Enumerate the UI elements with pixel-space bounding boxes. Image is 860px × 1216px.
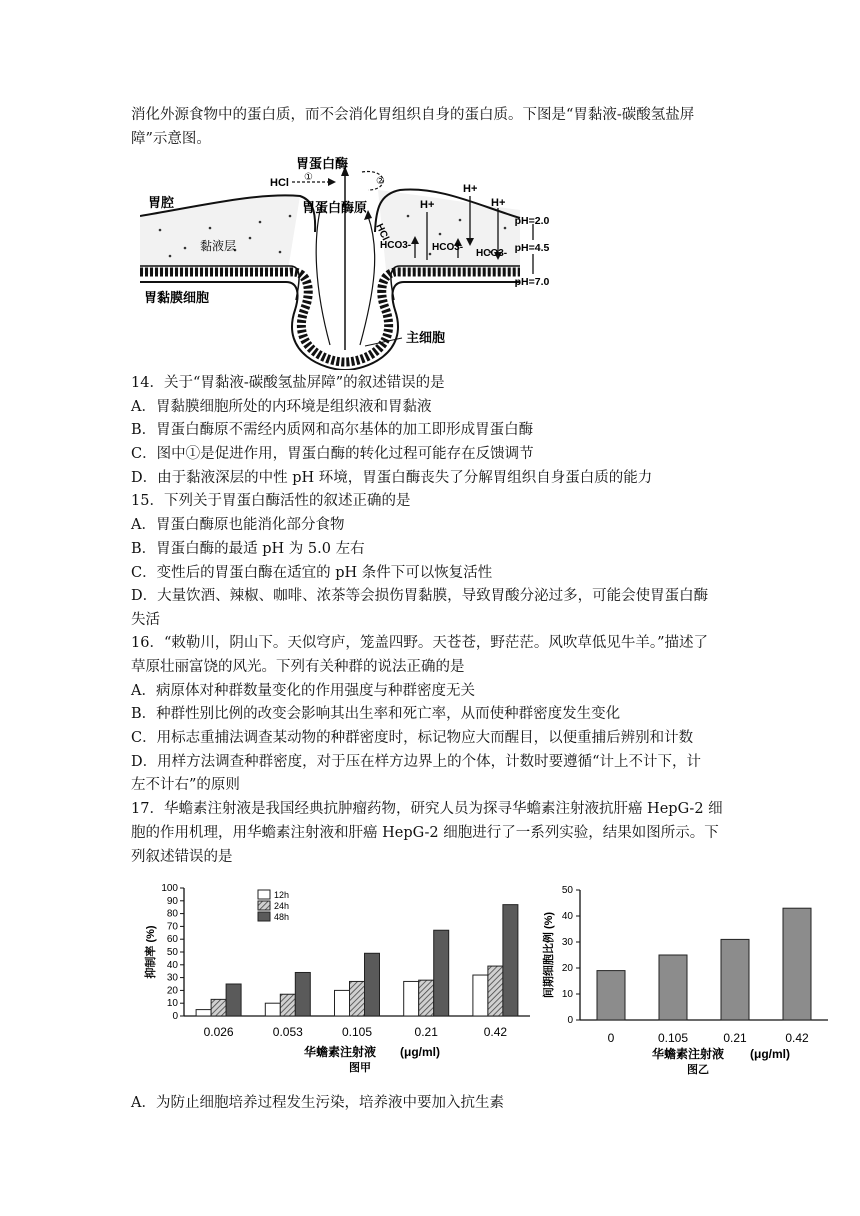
q14-stem: 14．关于“胃黏液-碳酸氢盐屏障”的叙述错误的是	[131, 375, 445, 391]
y-tick-label: 50	[166, 947, 178, 958]
bar-48h-0.105	[365, 953, 380, 1016]
bar-12h-0.42	[473, 975, 488, 1016]
x-axis-label: 华蟾素注射液	[651, 1047, 725, 1061]
hco3-label-2: HCO3-	[432, 242, 464, 253]
bar-24h-0.42	[488, 966, 503, 1016]
q15-option-a: A．胃蛋白酶原也能消化部分食物	[131, 517, 345, 533]
q16-option-a: A．病原体对种群数量变化的作用强度与种群密度无关	[131, 683, 475, 699]
q16-stem-1: 16．“敕勒川，阴山下。天似穹庐，笼盖四野。天苍苍，野茫茫。风吹草低见牛羊。”描述了	[131, 635, 709, 651]
q15-option-d-cont: 失活	[131, 612, 160, 628]
y-tick-label: 10	[561, 989, 573, 1000]
hcl-side-label: HCl	[373, 222, 391, 243]
mucus-layer-label: 黏液层	[200, 239, 237, 253]
x-tick-label: 0.42	[785, 1031, 809, 1045]
y-axis-label: 抑制率 (%)	[145, 925, 157, 979]
legend-label-48h: 48h	[274, 912, 290, 922]
q16-option-c: C．用标志重捕法调查某动物的种群密度时，标记物应大而醒目，以便重捕后辨别和计数	[131, 730, 694, 746]
legend-label-24h: 24h	[274, 901, 290, 911]
x-tick-label: 0.21	[414, 1025, 438, 1039]
q17-stem-3: 列叙述错误的是	[131, 849, 233, 865]
bar-12h-0.21	[404, 981, 419, 1016]
q16-option-d-cont: 左不计右”的原则	[131, 777, 240, 793]
y-tick-label: 20	[561, 963, 573, 974]
chart-title: 图甲	[349, 1062, 371, 1074]
q15-option-d: D．大量饮酒、辣椒、咖啡、浓茶等会损伤胃黏膜，导致胃酸分泌过多，可能会使胃蛋白酶	[131, 588, 709, 604]
x-axis-unit: (μg/ml)	[399, 1045, 441, 1059]
legend-swatch-48h	[258, 912, 270, 921]
q16-option-d: D．用样方法调查种群密度，对于压在样方边界上的个体，计数时要遵循“计上不计下，计	[131, 754, 702, 770]
pepsin-label: 胃蛋白酶	[296, 156, 349, 171]
x-tick-label: 0.42	[483, 1025, 508, 1039]
x-tick-label: 0	[607, 1031, 615, 1045]
q14-option-b: B．胃蛋白酶原不需经内质网和高尔基体的加工即形成胃蛋白酶	[131, 422, 534, 438]
q14-option-c: C．图中①是促进作用，胃蛋白酶的转化过程可能存在反馈调节	[131, 446, 534, 462]
x-tick-label: 0.026	[203, 1025, 234, 1039]
y-axis-label: 间期细胞比例 (%)	[543, 911, 555, 999]
q16-option-b: B．种群性别比例的改变会影响其出生率和死亡率，从而使种群密度发生变化	[131, 706, 621, 722]
y-tick-label: 70	[166, 921, 178, 933]
chart-title: 图乙	[687, 1064, 709, 1076]
q15-option-b: B．胃蛋白酶的最适 pH 为 5.0 左右	[131, 541, 365, 557]
y-tick-label: 90	[166, 895, 178, 907]
intro-line-1: 消化外源食物中的蛋白质，而不会消化胃组织自身的蛋白质。下图是“胃黏液-碳酸氢盐屏	[131, 107, 695, 123]
bar-48h-0.026	[226, 984, 241, 1016]
x-axis-label: 华蟾素注射液	[303, 1045, 377, 1059]
bar-0.21	[721, 939, 749, 1020]
x-tick-label: 0.105	[341, 1025, 373, 1039]
mucus-barrier-diagram	[140, 150, 560, 370]
bar-12h-0.026	[196, 1010, 211, 1016]
chief-cell-label: 主细胞	[406, 330, 446, 345]
bar-12h-0.053	[265, 1003, 280, 1016]
hcl-label: HCl	[270, 177, 289, 189]
q17-stem-2: 胞的作用机理，用华蟾素注射液和肝癌 HepG-2 细胞进行了一系列实验，结果如图所示。下	[131, 825, 719, 841]
q14-option-d: D．由于黏液深层的中性 pH 环境，胃蛋白酶丧失了分解胃组织自身蛋白质的能力	[131, 470, 653, 486]
chart-jia	[138, 878, 538, 1078]
bar-0.105	[659, 955, 687, 1020]
circle1-label: ①	[304, 172, 313, 183]
q14-option-a: A．胃黏膜细胞所处的内环境是组织液和胃黏液	[131, 399, 432, 415]
bar-24h-0.21	[419, 980, 434, 1016]
q17-stem-1: 17．华蟾素注射液是我国经典抗肿瘤药物，研究人员为探寻华蟾素注射液抗肝癌 HepG-2 细	[131, 801, 723, 817]
hplus-label-1: H+	[420, 199, 435, 211]
mucosa-cell-label: 胃黏膜细胞	[144, 290, 210, 305]
y-tick-label: 60	[166, 934, 178, 946]
q17-option-a: A．为防止细胞培养过程发生污染，培养液中要加入抗生素	[131, 1095, 504, 1111]
y-tick-label: 40	[166, 959, 178, 971]
y-tick-label: 80	[166, 908, 178, 920]
bar-24h-0.026	[211, 999, 226, 1016]
intro-line-2: 障”示意图。	[131, 131, 211, 147]
chart-yi	[538, 878, 838, 1078]
bar-48h-0.053	[295, 972, 310, 1016]
ph-label-1: pH=2.0	[514, 215, 550, 227]
ph-label-2: pH=4.5	[514, 242, 550, 254]
y-tick-label: 10	[166, 998, 178, 1010]
bar-0.42	[783, 908, 811, 1020]
legend-swatch-12h	[258, 890, 270, 899]
x-tick-label: 0.21	[723, 1031, 747, 1045]
q15-stem: 15．下列关于胃蛋白酶活性的叙述正确的是	[131, 493, 411, 509]
y-tick-label: 100	[161, 883, 178, 894]
y-tick-label: 30	[561, 937, 573, 948]
y-tick-label: 0	[567, 1015, 573, 1026]
y-tick-label: 50	[561, 885, 573, 896]
x-axis-unit: (μg/ml)	[749, 1047, 791, 1061]
bar-24h-0.053	[280, 994, 295, 1016]
y-tick-label: 30	[166, 972, 178, 984]
circle2-label: ②	[376, 176, 385, 187]
y-tick-label: 20	[166, 985, 178, 997]
hco3-label-3: HCO3-	[476, 248, 508, 259]
bar-48h-0.42	[503, 905, 518, 1016]
legend-label-12h: 12h	[274, 890, 290, 900]
x-tick-label: 0.053	[272, 1025, 303, 1039]
bar-24h-0.105	[350, 981, 365, 1016]
pepsinogen-label: 胃蛋白酶原	[302, 200, 368, 215]
ph-label-3: pH=7.0	[514, 276, 550, 288]
y-tick-label: 0	[172, 1011, 178, 1022]
legend-swatch-24h	[258, 901, 270, 910]
bar-12h-0.105	[335, 990, 350, 1016]
hplus-label-2: H+	[463, 183, 478, 195]
y-tick-label: 40	[561, 911, 573, 922]
lumen-label: 胃腔	[148, 195, 175, 210]
hplus-label-3: H+	[491, 197, 506, 209]
bar-0	[597, 971, 625, 1020]
hco3-label-1: HCO3-	[380, 240, 412, 251]
q16-stem-2: 草原壮丽富饶的风光。下列有关种群的说法正确的是	[131, 659, 465, 675]
x-tick-label: 0.105	[657, 1031, 689, 1045]
bar-48h-0.21	[434, 930, 449, 1016]
q15-option-c: C．变性后的胃蛋白酶在适宜的 pH 条件下可以恢复活性	[131, 565, 493, 581]
